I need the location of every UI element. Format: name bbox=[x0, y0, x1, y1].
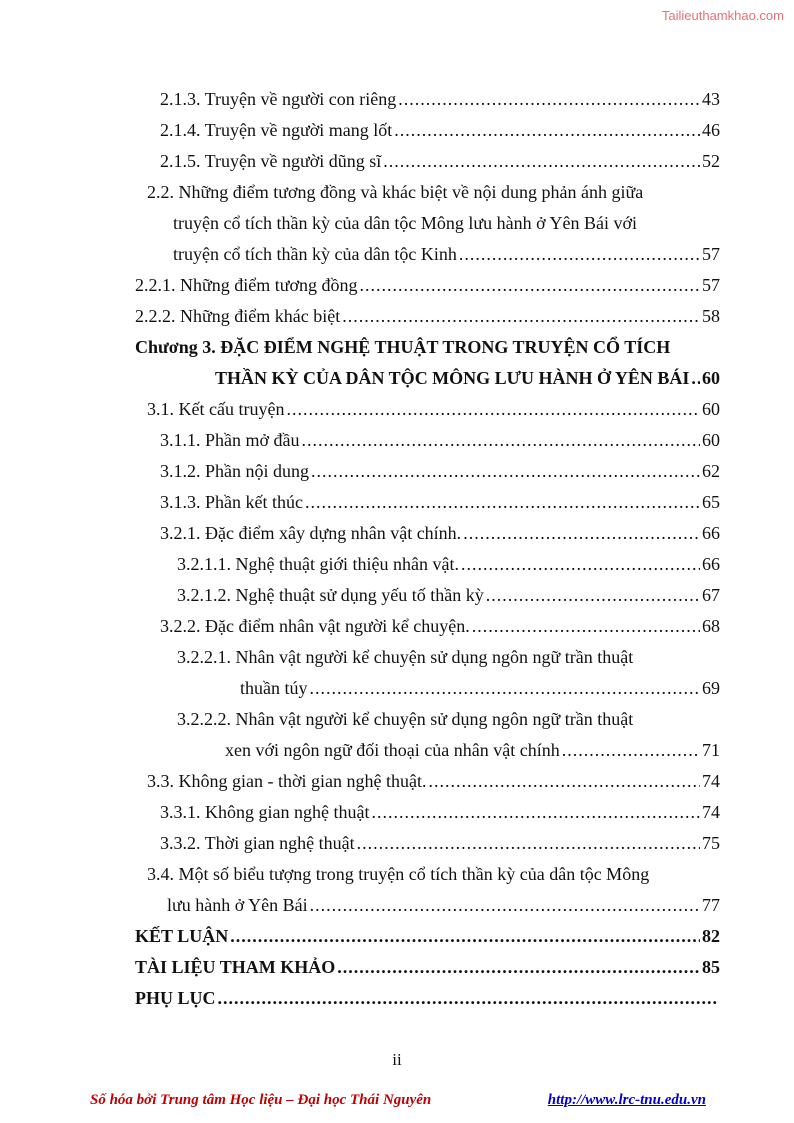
toc-leader-dots bbox=[463, 518, 700, 549]
toc-entry-text: Chương 3. ĐẶC ĐIỂM NGHỆ THUẬT TRONG TRUYỆN CỔ TÍCH bbox=[135, 337, 671, 357]
toc-page-number: 52 bbox=[702, 151, 720, 171]
toc-leader-dots bbox=[302, 425, 700, 456]
toc-leader-dots bbox=[310, 890, 700, 921]
toc-page-number: 74 bbox=[702, 771, 720, 791]
toc-line bbox=[135, 673, 720, 704]
toc-page-number: 57 bbox=[702, 275, 720, 295]
footer-url[interactable]: http://www.lrc-tnu.edu.vn bbox=[547, 1092, 706, 1108]
toc-page-number: 68 bbox=[702, 616, 720, 636]
toc-page-number: 60 bbox=[702, 368, 720, 388]
toc-line bbox=[135, 642, 720, 673]
toc-page-number: 71 bbox=[702, 740, 720, 760]
toc bbox=[135, 84, 720, 1014]
toc-page-number: 60 bbox=[702, 430, 720, 450]
toc-line bbox=[135, 580, 720, 611]
toc-line bbox=[135, 84, 720, 115]
toc-entry-text: 2.2. Những điểm tương đồng và khác biệt về nội dung phản ánh giữa bbox=[147, 182, 644, 202]
toc-entry-text: 3.2.1.1. Nghệ thuật giới thiệu nhân vật. bbox=[177, 554, 459, 574]
toc-entry-text: truyện cổ tích thần kỳ của dân tộc Kinh bbox=[173, 244, 457, 264]
toc-line bbox=[135, 735, 720, 766]
toc-line bbox=[135, 549, 720, 580]
toc-leader-dots bbox=[337, 952, 700, 983]
toc-leader-dots bbox=[459, 239, 700, 270]
toc-line bbox=[135, 115, 720, 146]
toc-page-number: 58 bbox=[702, 306, 720, 326]
toc-leader-dots bbox=[486, 580, 700, 611]
toc-leader-dots bbox=[360, 270, 700, 301]
toc-entry-text: 2.2.2. Những điểm khác biệt bbox=[135, 306, 341, 326]
toc-line bbox=[135, 332, 720, 363]
toc-page-number: 46 bbox=[702, 120, 720, 140]
toc-line bbox=[135, 828, 720, 859]
toc-entry-text: 3.1.2. Phần nội dung bbox=[160, 461, 310, 481]
toc-page-number: 75 bbox=[702, 833, 720, 853]
toc-entry-text: 3.2.1. Đặc điểm xây dựng nhân vật chính. bbox=[160, 523, 462, 543]
toc-entry-text: 3.2.1.2. Nghệ thuật sử dụng yếu tố thần kỳ bbox=[177, 585, 484, 605]
toc-leader-dots bbox=[691, 363, 700, 394]
toc-entry-text: 3.1. Kết cấu truyện bbox=[147, 399, 285, 419]
toc-leader-dots bbox=[383, 146, 700, 177]
toc-leader-dots bbox=[472, 611, 700, 642]
toc-page-number: 43 bbox=[702, 89, 720, 109]
toc-leader-dots bbox=[562, 735, 700, 766]
toc-entry-text: 3.3.2. Thời gian nghệ thuật bbox=[160, 833, 355, 853]
toc-line bbox=[135, 859, 720, 890]
toc-entry-text: 2.1.3. Truyện về người con riêng bbox=[160, 89, 397, 109]
toc-entry-text: TÀI LIỆU THAM KHẢO bbox=[135, 957, 336, 977]
footer-attribution: Số hóa bởi Trung tâm Học liệu – Đại học Thái Nguyên bbox=[90, 1092, 432, 1108]
toc-entry-text: 3.1.3. Phần kết thúc bbox=[160, 492, 303, 512]
toc-line bbox=[135, 890, 720, 921]
toc-entry-text: 3.2.2. Đặc điểm nhân vật người kể chuyện. bbox=[160, 616, 470, 636]
toc-leader-dots bbox=[357, 828, 700, 859]
toc-entry-text: thuần túy bbox=[240, 678, 308, 698]
toc-page-number: 65 bbox=[702, 492, 720, 512]
toc-leader-dots bbox=[428, 766, 700, 797]
toc-entry-text: 3.4. Một số biểu tượng trong truyện cổ tích thần kỳ của dân tộc Mông bbox=[147, 864, 650, 884]
toc-line bbox=[135, 766, 720, 797]
toc-entry-text: 3.3. Không gian - thời gian nghệ thuật. bbox=[147, 771, 427, 791]
toc-line bbox=[135, 983, 720, 1014]
toc-line bbox=[135, 363, 720, 394]
toc-entry-text: 3.2.2.2. Nhân vật người kể chuyện sử dụng ngôn ngữ trần thuật bbox=[177, 709, 634, 729]
toc-line bbox=[135, 425, 720, 456]
toc-leader-dots bbox=[230, 921, 700, 952]
toc-entry-text: 2.2.1. Những điểm tương đồng bbox=[135, 275, 358, 295]
watermark: Tailieuthamkhao.com bbox=[661, 8, 784, 23]
toc-leader-dots bbox=[371, 797, 700, 828]
toc-entry-text: 2.1.4. Truyện về người mang lốt bbox=[160, 120, 393, 140]
toc-line bbox=[135, 270, 720, 301]
toc-page-number: 77 bbox=[702, 895, 720, 915]
toc-entry-text: 3.2.2.1. Nhân vật người kể chuyện sử dụng ngôn ngữ trần thuật bbox=[177, 647, 634, 667]
toc-page-number: 66 bbox=[702, 554, 720, 574]
toc-entry-text: truyện cổ tích thần kỳ của dân tộc Mông lưu hành ở Yên Bái với bbox=[173, 213, 638, 233]
toc-line bbox=[135, 456, 720, 487]
toc-page-number: 67 bbox=[702, 585, 720, 605]
toc-line bbox=[135, 394, 720, 425]
toc-leader-dots bbox=[394, 115, 700, 146]
toc-page-number: 66 bbox=[702, 523, 720, 543]
toc-entry-text: 3.1.1. Phần mở đầu bbox=[160, 430, 300, 450]
toc-leader-dots bbox=[461, 549, 700, 580]
toc-line bbox=[135, 797, 720, 828]
toc-entry-text: lưu hành ở Yên Bái bbox=[167, 895, 308, 915]
toc-leader-dots bbox=[218, 983, 719, 1014]
toc-leader-dots bbox=[286, 394, 700, 425]
toc-line bbox=[135, 301, 720, 332]
toc-leader-dots bbox=[310, 673, 701, 704]
toc-page-number: 57 bbox=[702, 244, 720, 264]
toc-leader-dots bbox=[305, 487, 700, 518]
toc-leader-dots bbox=[342, 301, 700, 332]
toc-line bbox=[135, 518, 720, 549]
toc-page-number: 74 bbox=[702, 802, 720, 822]
toc-entry-text: 3.3.1. Không gian nghệ thuật bbox=[160, 802, 370, 822]
toc-entry-text: KẾT LUẬN bbox=[135, 926, 229, 946]
toc-entry-text: 2.1.5. Truyện về người dũng sĩ bbox=[160, 151, 382, 171]
toc-page-number: 60 bbox=[702, 399, 720, 419]
toc-line bbox=[135, 952, 720, 983]
page-number: ii bbox=[392, 1050, 402, 1069]
toc-page-number: 69 bbox=[702, 678, 720, 698]
toc-page-number: 82 bbox=[702, 926, 720, 946]
toc-line bbox=[135, 487, 720, 518]
toc-line bbox=[135, 704, 720, 735]
toc-entry-text: PHỤ LỤC bbox=[135, 988, 216, 1008]
toc-page-number: 85 bbox=[702, 957, 720, 977]
toc-line bbox=[135, 146, 720, 177]
toc-entry-text: THẦN KỲ CỦA DÂN TỘC MÔNG LƯU HÀNH Ở YÊN BÁI bbox=[215, 368, 690, 388]
toc-leader-dots bbox=[398, 84, 700, 115]
footer bbox=[90, 1092, 706, 1109]
toc-line bbox=[135, 208, 720, 239]
toc-page-number: 62 bbox=[702, 461, 720, 481]
toc-line bbox=[135, 921, 720, 952]
toc-line bbox=[135, 239, 720, 270]
toc-line bbox=[135, 611, 720, 642]
toc-leader-dots bbox=[311, 456, 700, 487]
toc-line bbox=[135, 177, 720, 208]
toc-entry-text: xen với ngôn ngữ đối thoại của nhân vật chính bbox=[225, 740, 560, 760]
